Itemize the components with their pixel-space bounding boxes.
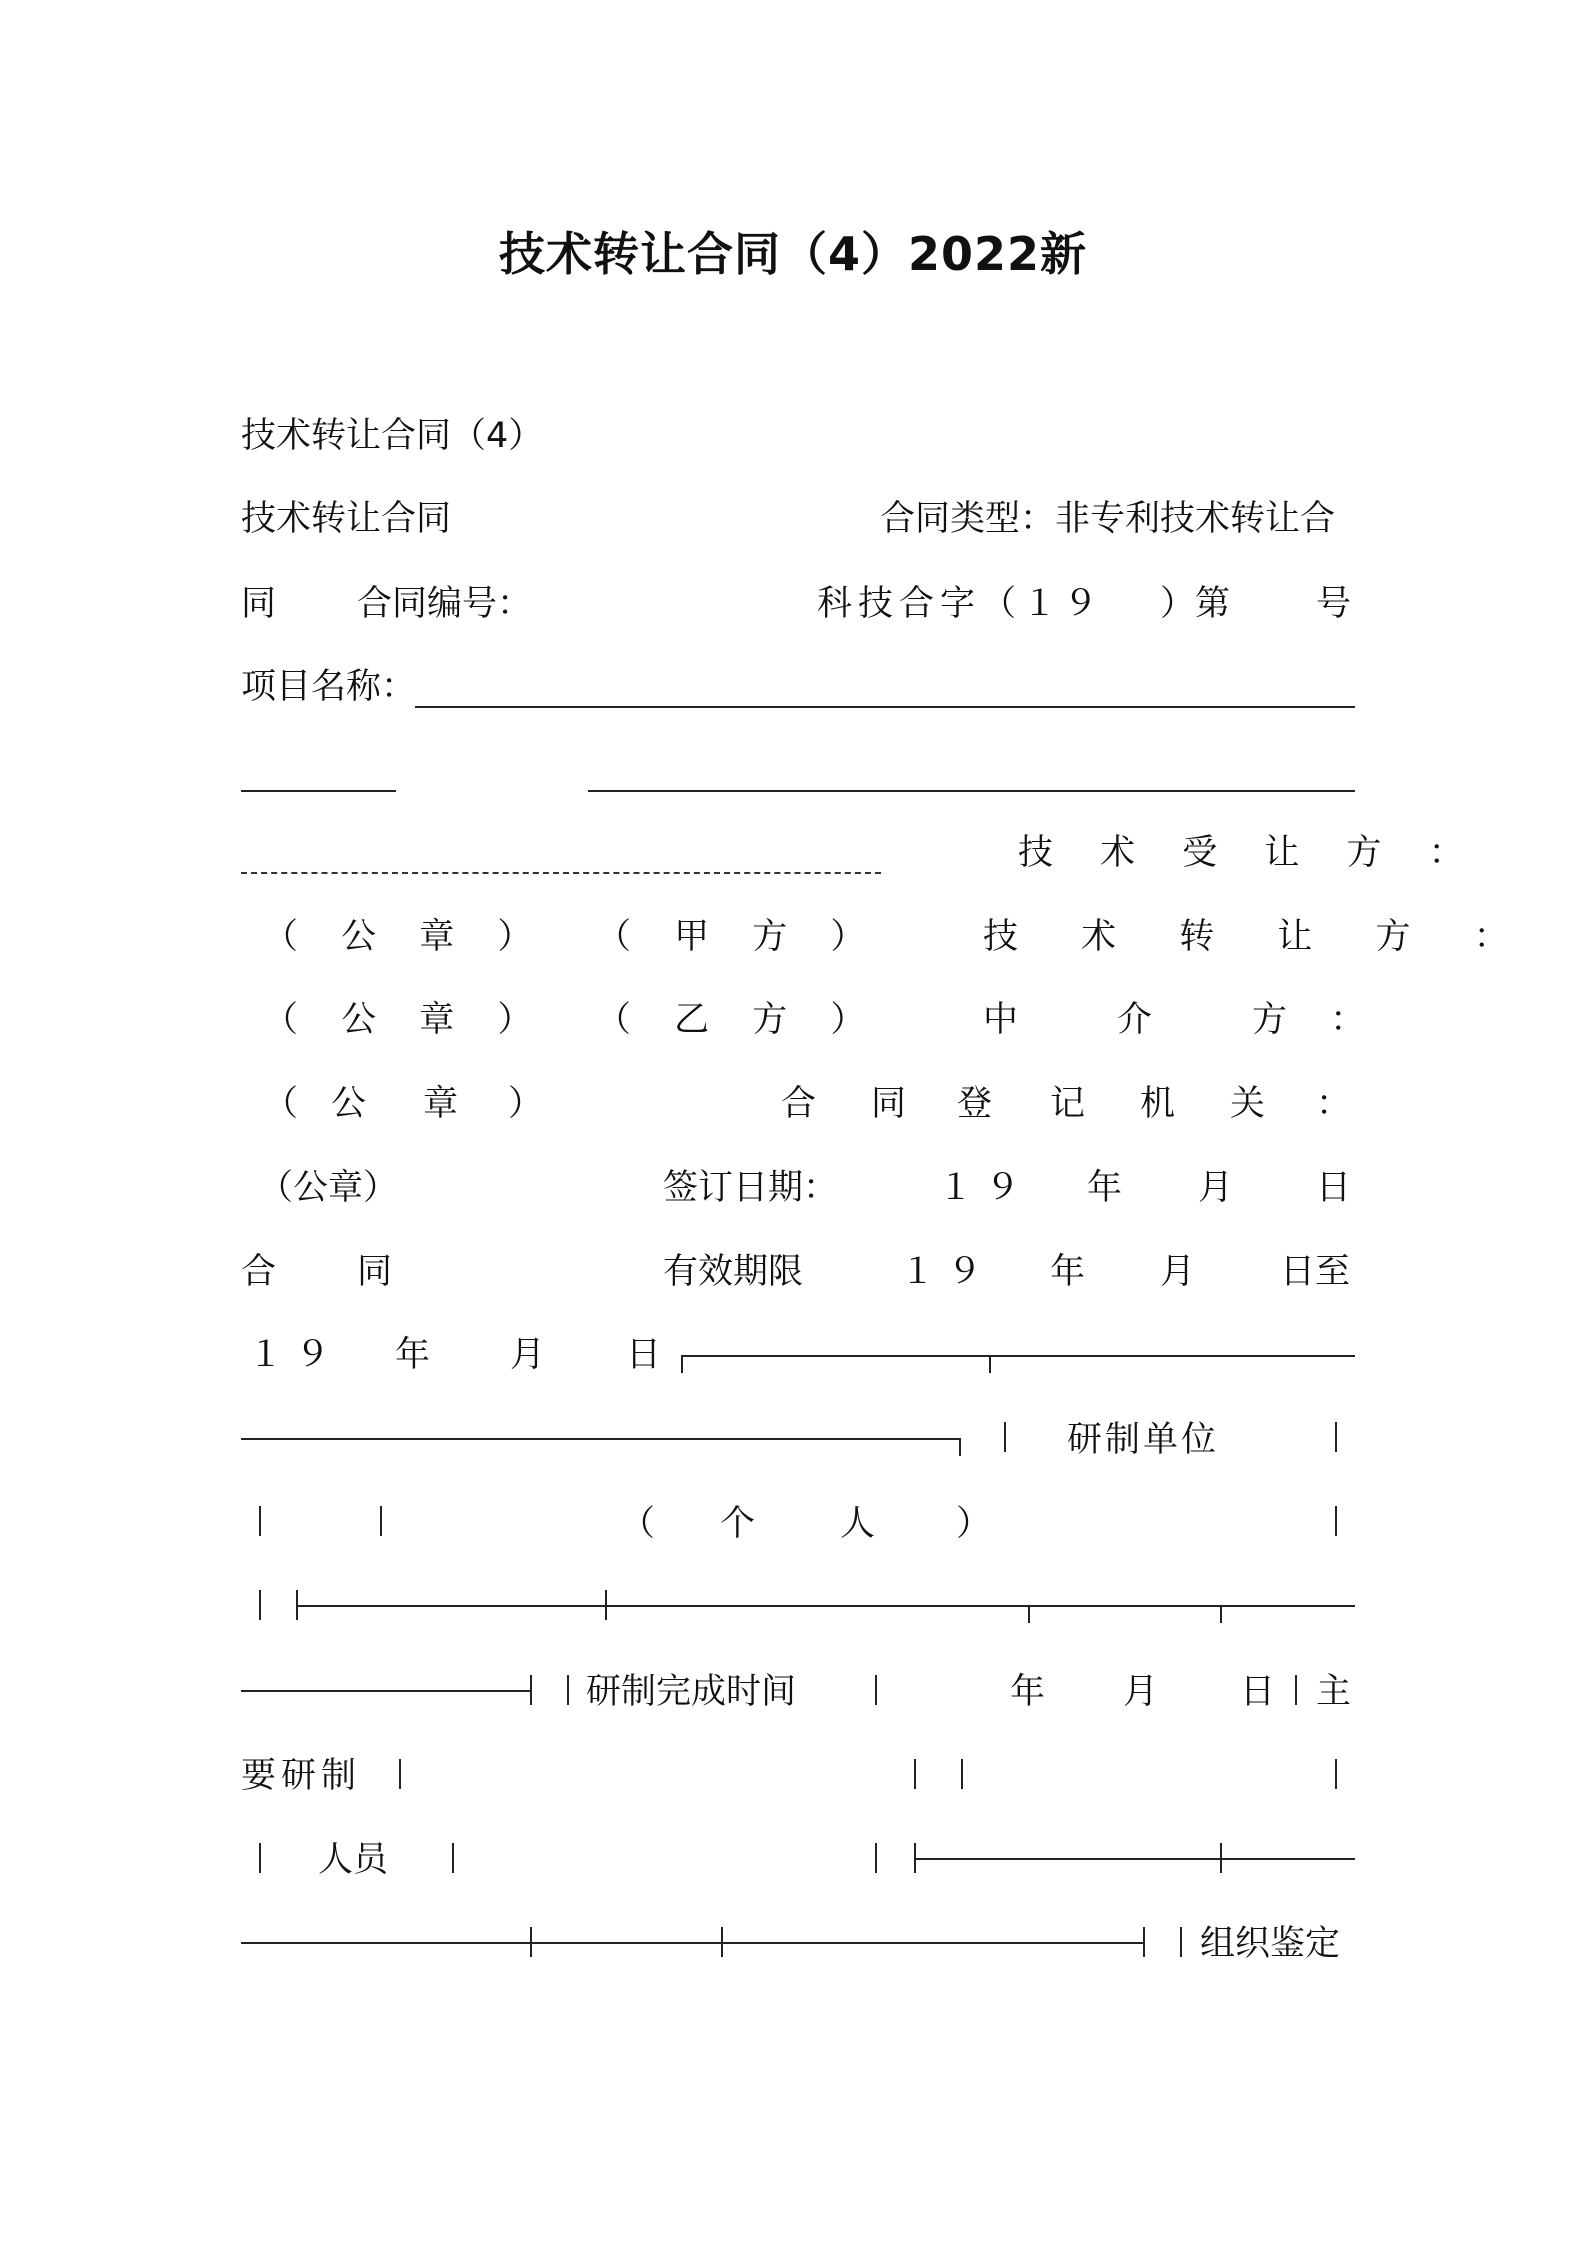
registry-ji: 记	[1050, 1084, 1086, 1124]
table-tick-18b	[721, 1927, 723, 1957]
signing-year: １９	[938, 1168, 1033, 1208]
table-tick-14b	[1028, 1605, 1030, 1623]
table-line-14	[296, 1605, 1355, 1607]
table-border-15b	[567, 1675, 569, 1705]
validity-he: 合	[241, 1252, 277, 1292]
project-name-label: 项目名称：	[241, 667, 417, 707]
table-tick-14a	[605, 1590, 607, 1620]
signing-nian: 年	[1087, 1168, 1123, 1208]
table-line-17	[914, 1858, 1355, 1860]
personnel-label: 人员	[318, 1840, 389, 1880]
table-border-16c	[961, 1759, 963, 1789]
individual-ge: 个	[720, 1504, 756, 1544]
table-tick	[989, 1355, 991, 1373]
table-border-13b	[380, 1506, 382, 1536]
table-border-12a	[1004, 1422, 1006, 1452]
registry-jig: 机	[1140, 1084, 1176, 1124]
transferee-label: 技 术 受 让 方 ：	[1018, 833, 1482, 873]
table-border-17a	[259, 1843, 261, 1873]
contract-type-cont: 同	[241, 584, 277, 624]
registry-tong: 同	[871, 1084, 907, 1124]
document-title: 技术转让合同（4）2022新	[498, 227, 1088, 281]
completion-nian: 年	[1010, 1672, 1046, 1712]
table-border-16b	[914, 1759, 916, 1789]
end-nian: 年	[395, 1335, 431, 1375]
contract-number-prefix: 科技合字（１９	[817, 584, 1105, 624]
signing-date-label: 签订日期：	[663, 1168, 839, 1208]
table-border-17c	[875, 1843, 877, 1873]
registry-he: 合	[781, 1084, 817, 1124]
table-border-13c	[1335, 1506, 1337, 1536]
party-a: （ 甲 方 ）	[596, 917, 882, 957]
contract-number-hao: 号	[1316, 584, 1352, 624]
table-corner-right	[959, 1438, 961, 1456]
registry-colon: ：	[1316, 1084, 1352, 1124]
table-border-18a	[1143, 1927, 1145, 1957]
contract-number-di: ）第	[1160, 584, 1231, 624]
validity-nian: 年	[1050, 1252, 1086, 1292]
table-border-13a	[259, 1506, 261, 1536]
validity-rizhi: 日至	[1280, 1252, 1351, 1292]
project-name-line	[415, 706, 1355, 708]
table-line-15	[241, 1690, 530, 1692]
project-name-line-3	[588, 790, 1355, 792]
individual-ren: 人	[840, 1504, 876, 1544]
main-zhu: 主	[1316, 1672, 1352, 1712]
table-border-18b	[1180, 1927, 1182, 1957]
seal-c-close: ）	[508, 1084, 544, 1124]
table-top-border	[681, 1355, 1355, 1357]
main-researcher-label: 要研制	[241, 1756, 362, 1796]
intermediary-jie: 介	[1117, 1000, 1153, 1040]
intermediary-fang: 方 ：	[1252, 1000, 1382, 1040]
research-unit-label: 研制单位	[1067, 1420, 1220, 1460]
seal-c-gong: 公	[331, 1084, 367, 1124]
table-border-17b	[452, 1843, 454, 1873]
individual-close: ）	[956, 1504, 992, 1544]
registry-deng: 登	[957, 1084, 993, 1124]
completion-time-label: 研制完成时间	[586, 1672, 797, 1712]
intermediary-zhong: 中	[983, 1000, 1019, 1040]
table-border-15a	[530, 1675, 532, 1705]
validity-label: 有效期限	[663, 1252, 804, 1292]
table-border-15d	[1295, 1675, 1297, 1705]
end-year: １９	[248, 1335, 343, 1375]
subtitle: 技术转让合同（4）	[241, 416, 544, 456]
seal-c-zhang: 章	[423, 1084, 459, 1124]
transferor-label: 技 术 转 让 方 ：	[983, 917, 1535, 957]
table-border-16a	[399, 1759, 401, 1789]
seal-b: （ 公 章 ）	[263, 1000, 549, 1040]
table-tick-17	[1220, 1843, 1222, 1873]
project-name-line-2	[241, 790, 396, 792]
party-b: （ 乙 方 ）	[596, 1000, 882, 1040]
table-border-16d	[1335, 1759, 1337, 1789]
table-line-12	[241, 1438, 961, 1440]
signing-yue: 月	[1198, 1168, 1234, 1208]
dashed-line	[241, 872, 881, 874]
completion-yue: 月	[1123, 1672, 1159, 1712]
table-border-14a	[259, 1590, 261, 1620]
validity-yue: 月	[1160, 1252, 1196, 1292]
table-corner-left	[681, 1355, 683, 1373]
validity-year: １９	[900, 1252, 995, 1292]
contract-number-label: 合同编号：	[357, 584, 533, 624]
contract-heading: 技术转让合同	[241, 499, 452, 539]
seal-d: （公章）	[258, 1168, 399, 1208]
end-yue: 月	[510, 1335, 546, 1375]
appraisal-label: 组织鉴定	[1200, 1924, 1341, 1964]
table-tick-18a	[530, 1927, 532, 1957]
seal-a: （ 公 章 ）	[263, 917, 549, 957]
table-border-12b	[1335, 1422, 1337, 1452]
seal-c-open: （	[263, 1084, 299, 1124]
table-line-18	[241, 1942, 1143, 1944]
individual-open: （	[620, 1504, 656, 1544]
contract-type: 合同类型：非专利技术转让合	[880, 499, 1336, 539]
signing-ri: 日	[1316, 1168, 1352, 1208]
table-border-15c	[875, 1675, 877, 1705]
registry-guan: 关	[1230, 1084, 1266, 1124]
completion-ri: 日	[1240, 1672, 1276, 1712]
end-ri: 日	[626, 1335, 662, 1375]
validity-tong: 同	[357, 1252, 393, 1292]
table-tick-14c	[1220, 1605, 1222, 1623]
